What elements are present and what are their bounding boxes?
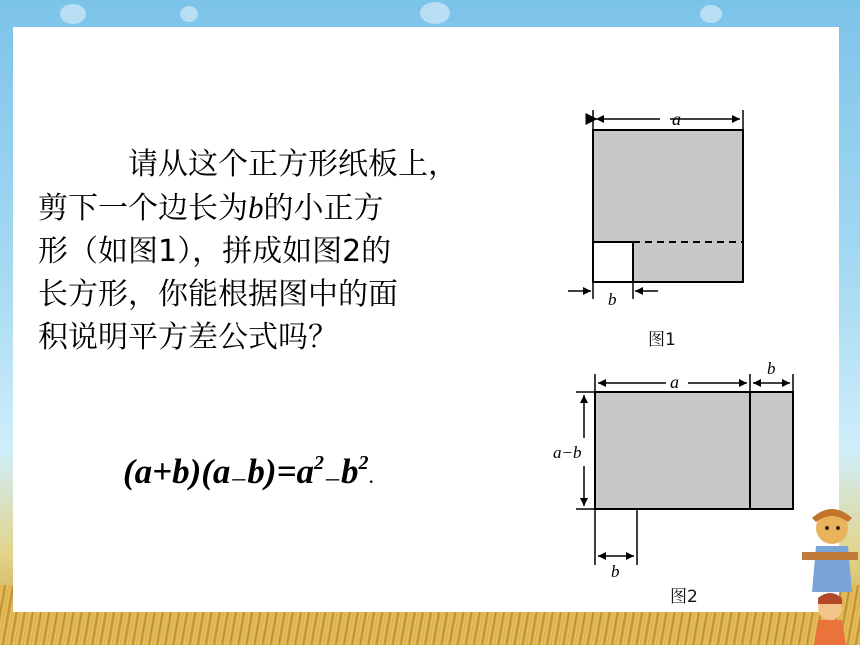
figure-2-label-b-bottom: b [611, 562, 620, 581]
scarecrow-decoration [800, 500, 860, 645]
formula-exponent-2: 2 [358, 452, 369, 474]
figure-2-caption: 图2 [670, 587, 698, 607]
question-line-2b: 的小正方 [263, 191, 384, 226]
formula-minus-2: – [326, 463, 340, 492]
difference-of-squares-formula [123, 452, 374, 493]
figure-2-label-b-top: b [767, 360, 776, 378]
figure-1-diagram [560, 105, 760, 310]
question-line-3: 形（如图1），拼成如图2的 [38, 234, 392, 269]
question-line-1-text: 请从这个正方形纸板上， [128, 147, 458, 182]
formula-minus-1: – [232, 463, 246, 492]
formula-part-2: b)=a [247, 452, 315, 491]
sky-bokeh [420, 2, 450, 24]
question-text [38, 143, 538, 359]
question-line-2a: 剪下一个边长为 [38, 191, 248, 226]
formula-part-1: (a+b)(a [123, 452, 231, 491]
sky-bokeh [700, 5, 722, 23]
question-line-4: 长方形，你能根据图中的面 [38, 277, 398, 312]
figure-2-label-a: a [670, 372, 679, 392]
question-line-2 [38, 186, 538, 230]
figure-1-caption: 图1 [648, 330, 676, 350]
sky-bokeh [60, 4, 86, 24]
figure-2-label-a-minus-b: a−b [553, 443, 582, 462]
figure-1-label-a: a [672, 109, 681, 129]
question-line-1 [38, 143, 538, 186]
figure-1-label-b: b [608, 290, 617, 309]
formula-period: . [368, 463, 375, 488]
variable-b: b [248, 190, 264, 225]
left-edge-decoration [0, 490, 13, 580]
figure-2-diagram [548, 360, 808, 585]
sky-bokeh [180, 6, 198, 22]
question-line-5: 积说明平方差公式吗？ [38, 320, 338, 355]
formula-exponent-1: 2 [314, 452, 325, 474]
formula-part-3: b [341, 452, 359, 491]
